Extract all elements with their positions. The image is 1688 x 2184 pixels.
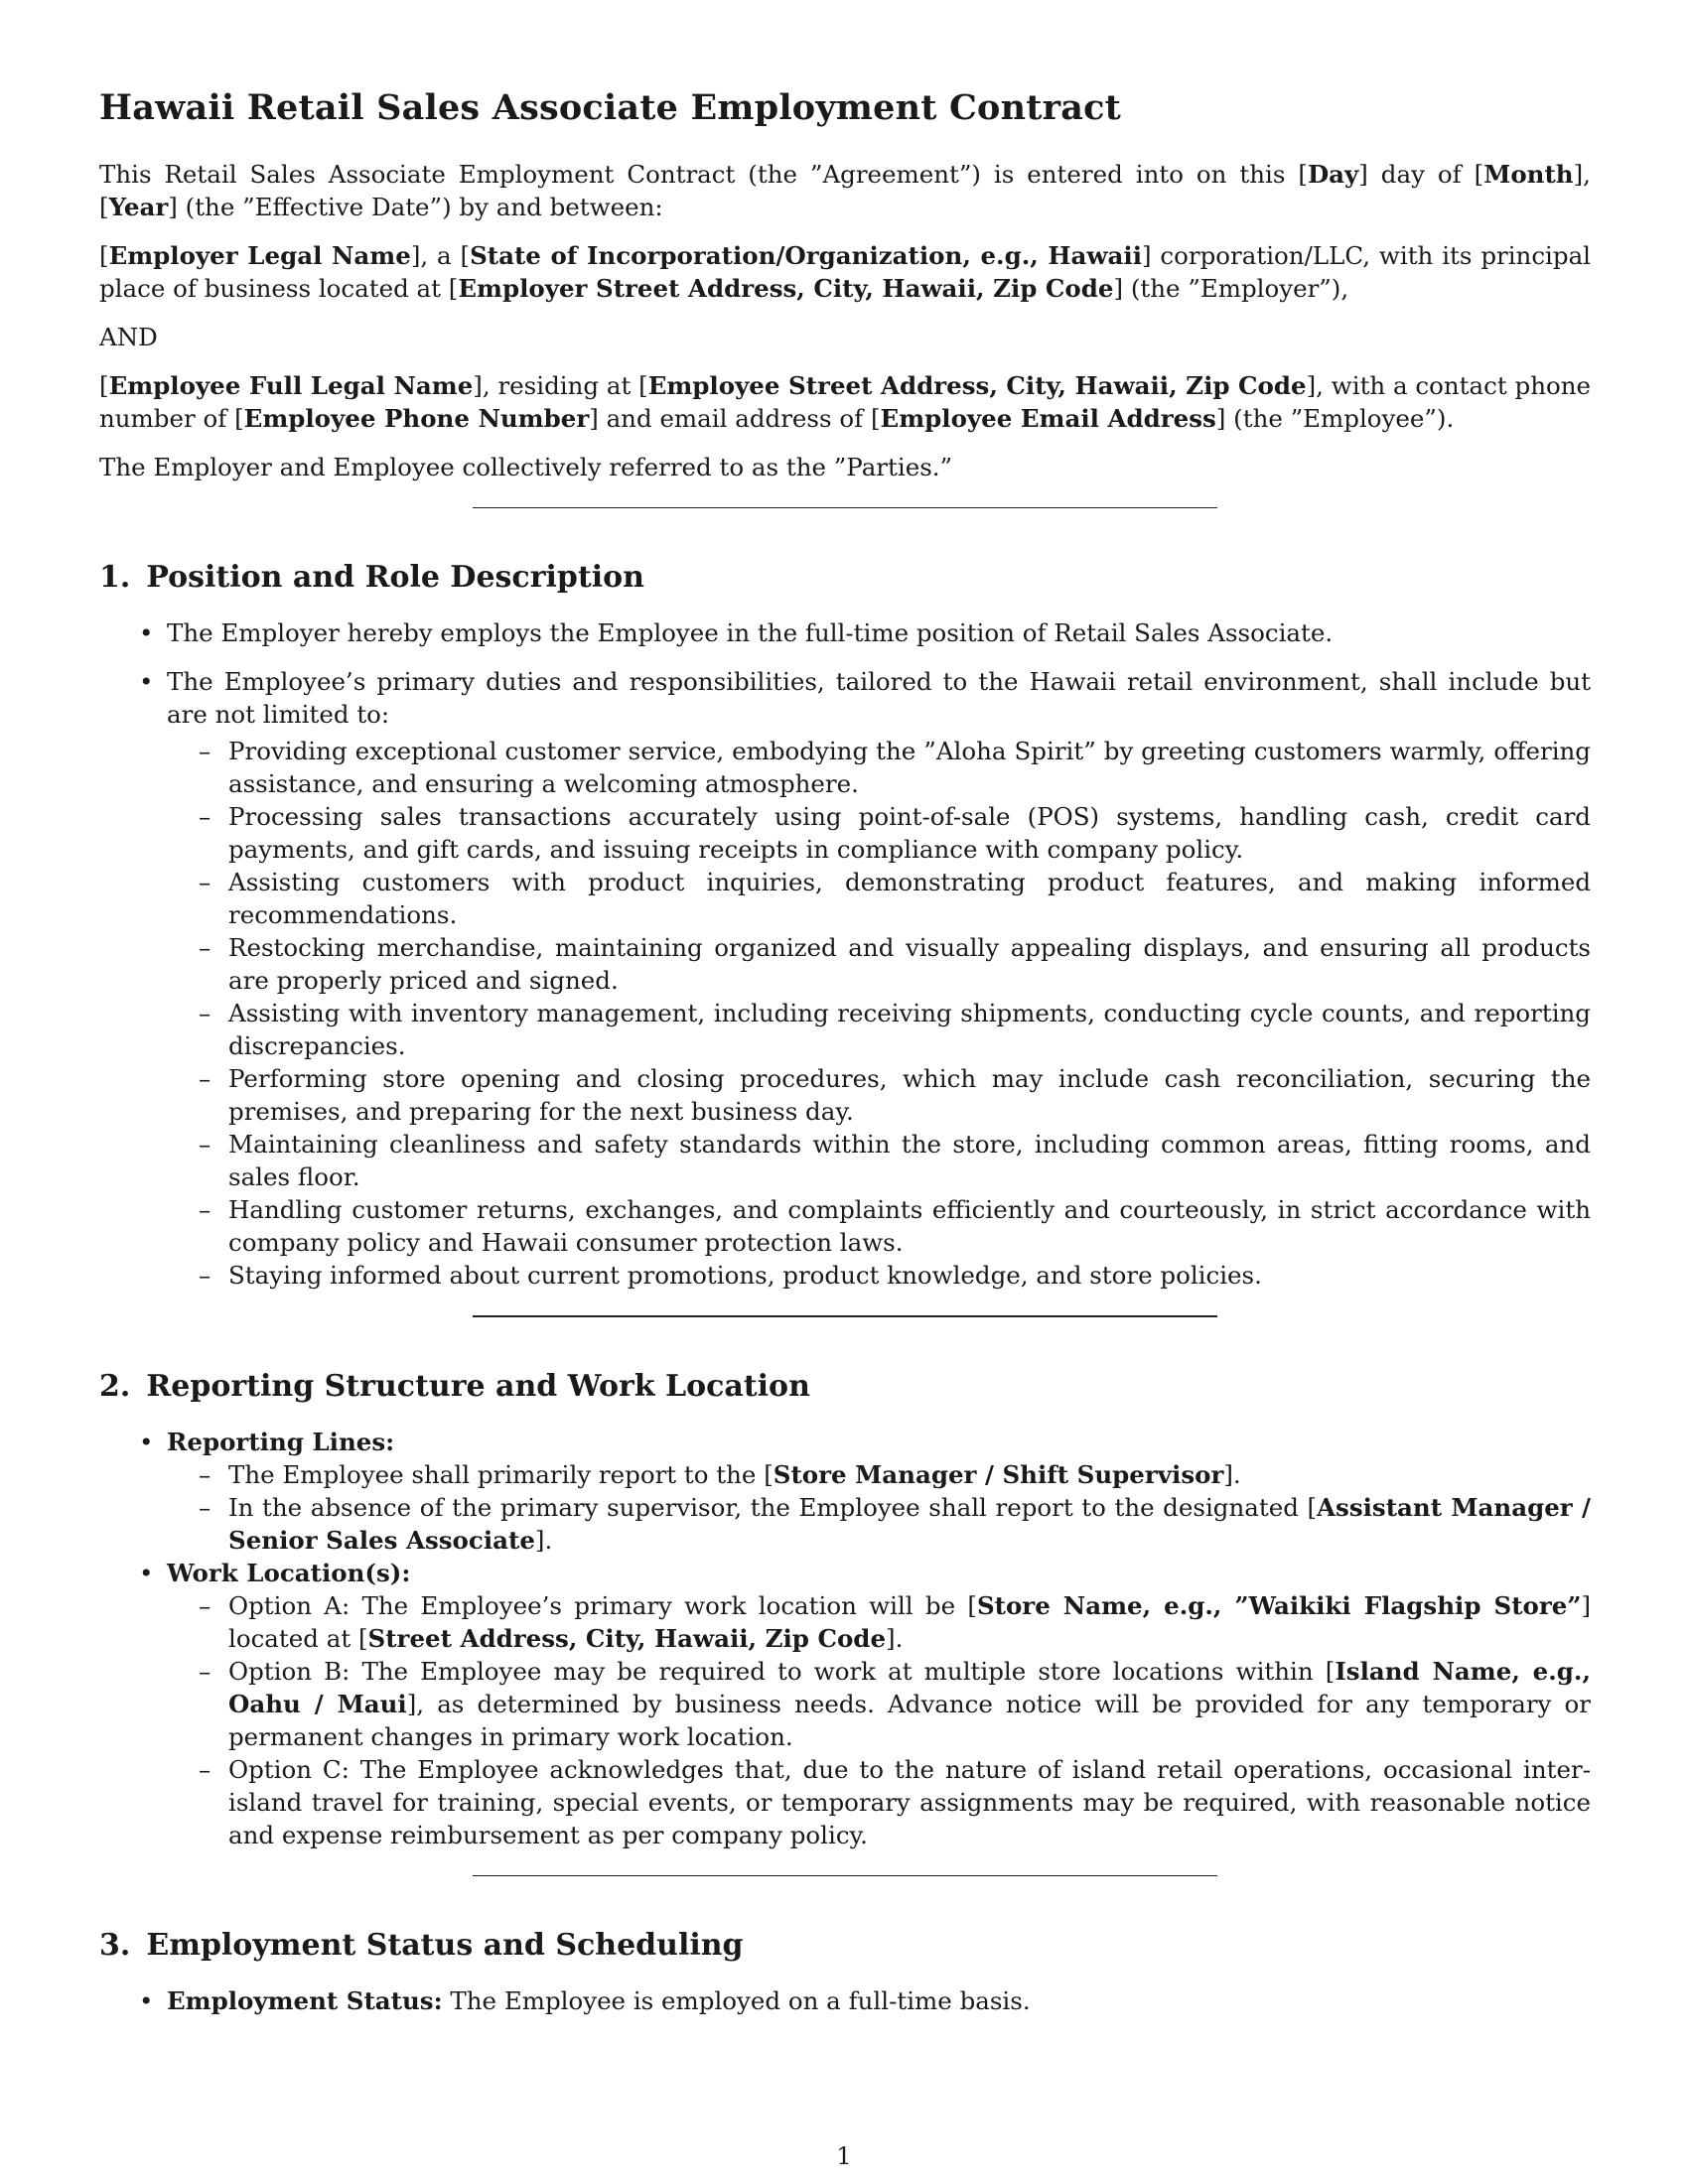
- list-item-text: [167, 1986, 1031, 2015]
- and-paragraph: [99, 321, 1591, 353]
- section-divider: [473, 507, 1217, 508]
- sub-list-item-text: [228, 1460, 1241, 1489]
- bold-text: Month: [1483, 160, 1574, 189]
- bold-text: Store Name, e.g., ”Waikiki Flagship Store”: [976, 1591, 1582, 1620]
- sub-list: [167, 1589, 1591, 1851]
- section-number: 3.: [99, 1928, 131, 1963]
- text-run: ], as determined by business needs. Advance notice will be provided for any temporary or permanent changes in primary work location.: [228, 1690, 1591, 1751]
- bold-text: Work Location(s):: [167, 1559, 411, 1587]
- section-divider: [473, 1315, 1217, 1317]
- dash-icon: –: [199, 737, 211, 765]
- text-run: Restocking merchandise, maintaining organized and visually appealing displays, and ensuring all products are properly priced and signed.: [228, 933, 1591, 995]
- dash-icon: –: [199, 802, 211, 831]
- text-run: This Retail Sales Associate Employment Contract (the ”Agreement”) is entered into on this: [99, 160, 1299, 189]
- sub-list-item: [167, 1491, 1591, 1557]
- list-item-text: [167, 1428, 394, 1456]
- text-run: ] (the ”Employee”).: [1215, 404, 1455, 433]
- text-run: [: [99, 241, 109, 270]
- bold-text: Reporting Lines:: [167, 1428, 395, 1456]
- document-content: [99, 87, 1591, 2033]
- dash-icon: –: [199, 999, 211, 1027]
- bullet-list: [99, 1984, 1591, 2017]
- list-item: [99, 665, 1591, 1292]
- list-item: [99, 1984, 1591, 2017]
- dash-icon: –: [199, 1064, 211, 1093]
- text-run: Option C: The Employee acknowledges that, due to the nature of island retail operations, occasional inter-island travel for training, special events, or temporary assignments may be required, with reasonable notice and expense reimbursement as per company policy.: [228, 1755, 1591, 1849]
- text-run: Assisting with inventory management, including receiving shipments, conducting cycle counts, and reporting discrepancies.: [228, 999, 1591, 1060]
- parties-paragraph: [99, 451, 1591, 483]
- section-heading-text: Employment Status and Scheduling: [146, 1928, 744, 1963]
- list-item: [99, 1557, 1591, 1851]
- sub-list-item-text: [228, 1657, 1591, 1751]
- sub-list-item: [167, 800, 1591, 866]
- bold-text: Employer Street Address, City, Hawaii, Zip Code: [458, 274, 1114, 303]
- text-run: ] (the ”Employer”),: [1113, 274, 1349, 303]
- section-heading-text: Position and Role Description: [146, 560, 644, 595]
- bold-text: Island Name, e.g., Oahu / Maui: [228, 1657, 1591, 1718]
- sub-list: [167, 735, 1591, 1292]
- bold-text: Employee Street Address, City, Hawaii, Zip Code: [647, 371, 1307, 400]
- bullet-list: [99, 1426, 1591, 1851]
- text-run: ].: [1223, 1460, 1241, 1489]
- dash-icon: –: [199, 868, 211, 896]
- dash-icon: –: [199, 1261, 211, 1290]
- bullet-icon: •: [139, 667, 154, 696]
- sub-list-item-text: [228, 933, 1591, 995]
- text-run: Providing exceptional customer service, embodying the ”Aloha Spirit” by greeting customers warmly, offering assistance, and ensuring a welcoming atmosphere.: [228, 737, 1591, 798]
- sub-list-item-text: [228, 868, 1591, 929]
- text-run: Option B: The Employee may be required to work at multiple store locations within [: [228, 1657, 1336, 1686]
- bullet-icon: •: [139, 1559, 154, 1587]
- text-run: ], a [: [410, 241, 471, 270]
- section-heading: [99, 1369, 1591, 1404]
- bold-text: Year: [108, 193, 169, 221]
- sub-list-item: [167, 1589, 1591, 1655]
- sub-list-item: [167, 866, 1591, 931]
- bold-text: Employee Email Address: [880, 404, 1216, 433]
- bold-text: Employer Legal Name: [108, 241, 411, 270]
- dash-icon: –: [199, 1460, 211, 1489]
- text-run: ] located at [: [228, 1591, 1592, 1653]
- list-item-text: [167, 618, 1333, 647]
- dash-icon: –: [199, 1591, 211, 1620]
- bullet-list: [99, 616, 1591, 1292]
- sub-list-item-text: [228, 999, 1591, 1060]
- sub-list-item: [167, 1753, 1591, 1851]
- text-run: Handling customer returns, exchanges, and complaints efficiently and courteously, in strict accordance with company policy and Hawaii consumer protection laws.: [228, 1195, 1591, 1257]
- section-divider: [473, 1875, 1217, 1876]
- section-number: 2.: [99, 1369, 131, 1404]
- text-run: [: [1298, 160, 1308, 189]
- sub-list-item: [167, 735, 1591, 800]
- text-run: The Employee’s primary duties and responsibilities, tailored to the Hawaii retail environment, shall include but are not limited to:: [167, 667, 1591, 729]
- text-run: ] day of [: [1358, 160, 1484, 189]
- list-item-text: [167, 1559, 410, 1587]
- text-run: AND: [99, 323, 158, 351]
- sub-list-item-text: [228, 1261, 1262, 1290]
- text-run: ], [: [99, 160, 1591, 221]
- text-run: The Employer hereby employs the Employee in the full-time position of Retail Sales Associate.: [167, 618, 1334, 647]
- bold-text: Employee Full Legal Name: [108, 371, 474, 400]
- text-run: ].: [534, 1526, 553, 1555]
- sub-list-item-text: [228, 1493, 1591, 1555]
- text-run: ] corporation/LLC, with its principal place of business located at [: [99, 241, 1592, 303]
- bold-text: State of Incorporation/Organization, e.g., Hawaii: [470, 241, 1142, 270]
- text-run: ], residing at [: [473, 371, 648, 400]
- text-run: Assisting customers with product inquiries, demonstrating product features, and making informed recommendations.: [228, 868, 1591, 929]
- sub-list-item: [167, 1062, 1591, 1128]
- employer-paragraph: [99, 239, 1591, 305]
- bold-text: Employment Status:: [167, 1986, 443, 2015]
- employee-paragraph: [99, 369, 1591, 435]
- sub-list-item-text: [228, 1064, 1591, 1126]
- sub-list-item: [167, 931, 1591, 997]
- sub-list-item: [167, 1655, 1591, 1753]
- bullet-icon: •: [139, 618, 154, 647]
- text-run: In the absence of the primary supervisor, the Employee shall report to the designated [: [228, 1493, 1318, 1522]
- document-title: Hawaii Retail Sales Associate Employment Contract: [99, 87, 1122, 128]
- text-run: Maintaining cleanliness and safety standards within the store, including common areas, fitting rooms, and sales floor.: [228, 1130, 1591, 1191]
- sub-list-item-text: [228, 1130, 1591, 1191]
- text-run: ].: [886, 1624, 904, 1653]
- sections-container: [99, 560, 1591, 2017]
- bullet-icon: •: [139, 1986, 154, 2015]
- text-run: Performing store opening and closing procedures, which may include cash reconciliation, securing the premises, and preparing for the next business day.: [228, 1064, 1591, 1126]
- sub-list-item: [167, 1193, 1591, 1259]
- bullet-icon: •: [139, 1428, 154, 1456]
- list-item: [99, 616, 1591, 649]
- sub-list-item-text: [228, 737, 1591, 798]
- bold-text: Employee Phone Number: [243, 404, 590, 433]
- text-run: The Employer and Employee collectively referred to as the ”Parties.”: [99, 453, 953, 481]
- sub-list-item-text: [228, 1591, 1591, 1653]
- dash-icon: –: [199, 1657, 211, 1686]
- dash-icon: –: [199, 1755, 211, 1784]
- sub-list-item-text: [228, 802, 1591, 864]
- text-run: Staying informed about current promotions, product knowledge, and store policies.: [228, 1261, 1262, 1290]
- text-run: ] (the ”Effective Date”) by and between:: [168, 193, 663, 221]
- section-number: 1.: [99, 560, 131, 595]
- intro-paragraph: [99, 158, 1591, 223]
- dash-icon: –: [199, 1195, 211, 1224]
- bold-text: Store Manager / Shift Supervisor: [773, 1460, 1224, 1489]
- bold-text: Day: [1307, 160, 1359, 189]
- sub-list-item-text: [228, 1755, 1591, 1849]
- sub-list-item: [167, 1128, 1591, 1193]
- page-number: 1: [836, 2142, 852, 2170]
- bold-text: Assistant Manager / Senior Sales Associate: [228, 1493, 1591, 1555]
- sub-list-item: [167, 997, 1591, 1062]
- text-run: Option A: The Employee’s primary work location will be [: [228, 1591, 977, 1620]
- dash-icon: –: [199, 933, 211, 962]
- section-heading: [99, 1928, 1591, 1963]
- text-run: The Employee shall primarily report to the [: [228, 1460, 774, 1489]
- section-heading: [99, 560, 1591, 595]
- bold-text: Street Address, City, Hawaii, Zip Code: [367, 1624, 887, 1653]
- text-run: [: [99, 371, 109, 400]
- sub-list-item: [167, 1458, 1591, 1491]
- list-item-text: [167, 667, 1591, 729]
- list-item: [99, 1426, 1591, 1557]
- text-run: ], with a contact phone number of [: [99, 371, 1591, 433]
- text-run: ] and email address of [: [589, 404, 881, 433]
- text-run: The Employee is employed on a full-time basis.: [442, 1986, 1031, 2015]
- sub-list: [167, 1458, 1591, 1557]
- text-run: Processing sales transactions accurately using point-of-sale (POS) systems, handling cash, credit card payments, and gift cards, and issuing receipts in compliance with company policy.: [228, 802, 1591, 864]
- section-heading-text: Reporting Structure and Work Location: [146, 1369, 810, 1404]
- sub-list-item: [167, 1259, 1591, 1292]
- dash-icon: –: [199, 1493, 211, 1522]
- dash-icon: –: [199, 1130, 211, 1159]
- sub-list-item-text: [228, 1195, 1591, 1257]
